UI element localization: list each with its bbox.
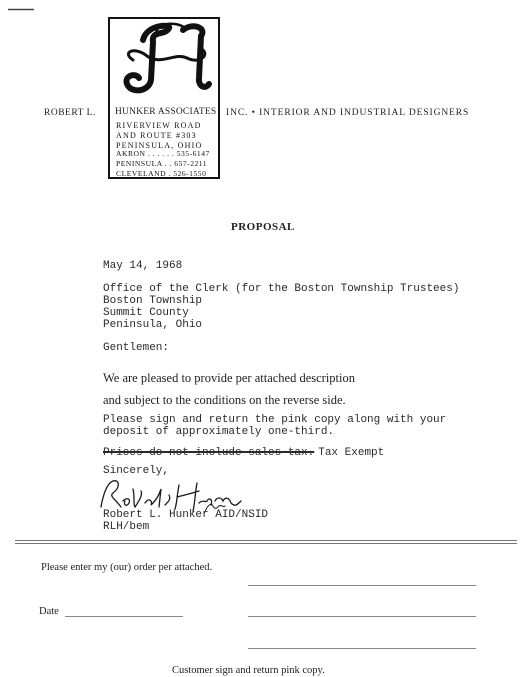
recipient-line: Office of the Clerk (for the Boston Township Trustees) — [103, 283, 460, 295]
order-request-text: Please enter my (our) order per attached. — [41, 562, 213, 573]
recipient-line: Peninsula, Ohio — [103, 319, 203, 331]
phone-city: PENINSULA . . — [116, 159, 172, 168]
letterhead-phone-cleveland — [116, 168, 206, 179]
request-text-line: deposit of approximately one-third. — [103, 426, 335, 438]
letterhead-name-right: INC. • INTERIOR AND INDUSTRIAL DESIGNERS — [226, 108, 470, 118]
body-text-line: We are pleased to provide per attached description — [103, 371, 356, 385]
proposal-heading: PROPOSAL — [231, 221, 295, 233]
signature-line[interactable] — [248, 648, 476, 649]
phone-city: CLEVELAND . — [116, 169, 171, 178]
recipient-line: Summit County — [103, 307, 189, 319]
letterhead-address-line: RIVERVIEW ROAD — [116, 121, 202, 130]
sales-tax-line — [103, 442, 384, 460]
recipient-line: Boston Township — [103, 295, 203, 307]
body-text-line: and subject to the conditions on the reverse side. — [103, 393, 346, 407]
tax-exempt-note: Tax Exempt — [318, 447, 385, 459]
date-field-line[interactable] — [65, 616, 183, 617]
signature-line[interactable] — [248, 616, 476, 617]
signature-line[interactable] — [248, 585, 476, 586]
phone-number: 526-1550 — [173, 169, 207, 178]
struck-sales-tax-text: Prices do not include sales tax. — [103, 447, 315, 459]
closing: Sincerely, — [103, 465, 170, 477]
proposal-date: May 14, 1968 — [103, 260, 183, 272]
request-text-line: Please sign and return the pink copy along with your — [103, 414, 447, 426]
phone-number: 535-6147 — [176, 149, 210, 158]
signer-name: Robert L. Hunker AID/NSID — [103, 509, 269, 521]
date-label: Date — [39, 606, 59, 617]
letterhead-address-line: AND ROUTE #303 — [116, 131, 197, 140]
typist-initials: RLH/bem — [103, 521, 150, 533]
phone-number: 657-2211 — [174, 159, 208, 168]
corner-mark — [8, 8, 34, 11]
letterhead-name-left: ROBERT L. — [44, 108, 96, 118]
letterhead-firm-name: HUNKER ASSOCIATES — [115, 107, 217, 117]
salutation: Gentlemen: — [103, 342, 170, 354]
letterhead-address-line: PENINSULA, OHIO — [116, 141, 203, 150]
phone-city: AKRON . . . . . . — [116, 149, 175, 158]
divider-rule — [15, 540, 517, 541]
divider-rule — [15, 543, 517, 544]
footer-instruction: Customer sign and return pink copy. — [172, 665, 325, 676]
monogram-logo-icon — [113, 20, 215, 96]
